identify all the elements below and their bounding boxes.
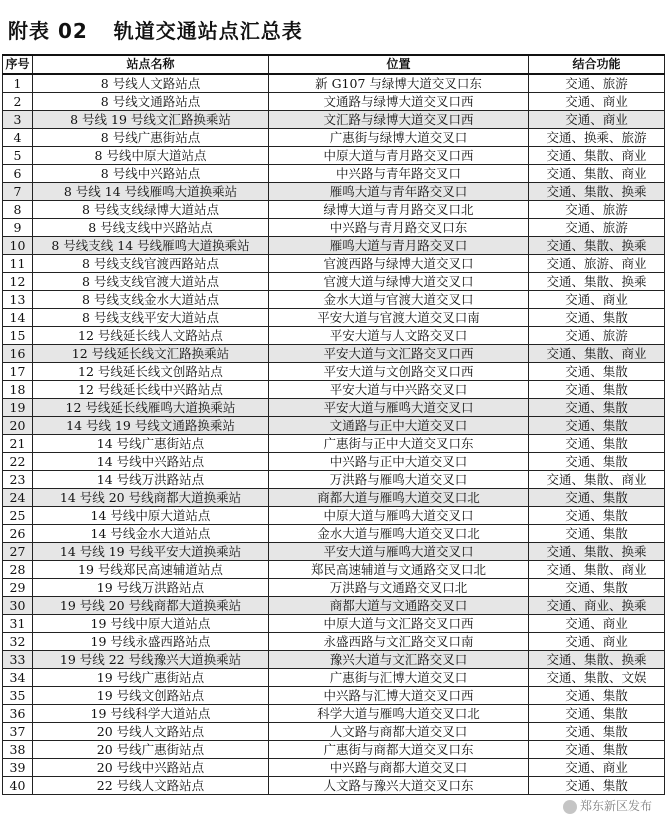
table-row	[3, 417, 665, 435]
cell-no: 28	[3, 561, 33, 579]
cell-function: 交通、集散、商业	[529, 561, 665, 579]
table-title: 轨道交通站点汇总表	[113, 19, 303, 43]
cell-no: 17	[3, 363, 33, 381]
cell-station-name: 19 号线郑民高速辅道站点	[33, 561, 269, 579]
cell-no: 30	[3, 597, 33, 615]
cell-no: 19	[3, 399, 33, 417]
table-row	[3, 633, 665, 651]
table-row	[3, 237, 665, 255]
cell-no: 29	[3, 579, 33, 597]
cell-no: 36	[3, 705, 33, 723]
cell-function: 交通、集散	[529, 363, 665, 381]
watermark	[563, 797, 652, 814]
table-row	[3, 741, 665, 759]
cell-no: 27	[3, 543, 33, 561]
cell-no: 33	[3, 651, 33, 669]
table-row	[3, 74, 665, 93]
cell-function: 交通、商业	[529, 291, 665, 309]
cell-station-name: 8 号线支线官渡大道站点	[33, 273, 269, 291]
cell-station-name: 19 号线中原大道站点	[33, 615, 269, 633]
table-row	[3, 129, 665, 147]
cell-location: 平安大道与人文路交叉口	[269, 327, 529, 345]
cell-no: 9	[3, 219, 33, 237]
cell-station-name: 8 号线支线官渡西路站点	[33, 255, 269, 273]
cell-no: 6	[3, 165, 33, 183]
cell-function: 交通、集散	[529, 741, 665, 759]
cell-no: 38	[3, 741, 33, 759]
cell-location: 雁鸣大道与青月路交叉口	[269, 237, 529, 255]
cell-no: 40	[3, 777, 33, 795]
cell-location: 中原大道与雁鸣大道交叉口	[269, 507, 529, 525]
cell-station-name: 19 号线广惠街站点	[33, 669, 269, 687]
cell-no: 15	[3, 327, 33, 345]
cell-location: 金水大道与官渡大道交叉口	[269, 291, 529, 309]
watermark-logo-icon	[563, 800, 577, 814]
cell-location: 人文路与豫兴大道交叉口东	[269, 777, 529, 795]
cell-no: 12	[3, 273, 33, 291]
cell-no: 18	[3, 381, 33, 399]
table-row	[3, 489, 665, 507]
cell-no: 26	[3, 525, 33, 543]
cell-location: 平安大道与中兴路交叉口	[269, 381, 529, 399]
cell-station-name: 12 号线延长线文创路站点	[33, 363, 269, 381]
table-row	[3, 255, 665, 273]
cell-function: 交通、商业	[529, 93, 665, 111]
cell-no: 35	[3, 687, 33, 705]
cell-station-name: 8 号线支线 14 号线雁鸣大道换乘站	[33, 237, 269, 255]
cell-station-name: 20 号线人文路站点	[33, 723, 269, 741]
cell-location: 广惠街与汇博大道交叉口	[269, 669, 529, 687]
cell-station-name: 8 号线支线中兴路站点	[33, 219, 269, 237]
table-row	[3, 327, 665, 345]
cell-station-name: 8 号线中原大道站点	[33, 147, 269, 165]
cell-no: 25	[3, 507, 33, 525]
table-row	[3, 543, 665, 561]
table-row	[3, 363, 665, 381]
cell-no: 2	[3, 93, 33, 111]
cell-no: 13	[3, 291, 33, 309]
column-header-no: 序号	[3, 55, 33, 74]
cell-station-name: 14 号线中兴路站点	[33, 453, 269, 471]
cell-no: 7	[3, 183, 33, 201]
cell-location: 文通路与绿博大道交叉口西	[269, 93, 529, 111]
cell-location: 平安大道与雁鸣大道交叉口	[269, 543, 529, 561]
cell-function: 交通、旅游	[529, 327, 665, 345]
table-row	[3, 705, 665, 723]
table-header-row	[3, 55, 665, 74]
cell-station-name: 12 号线延长线人文路站点	[33, 327, 269, 345]
cell-location: 中原大道与青月路交叉口西	[269, 147, 529, 165]
cell-location: 中兴路与青月路交叉口东	[269, 219, 529, 237]
cell-station-name: 14 号线万洪路站点	[33, 471, 269, 489]
table-row	[3, 525, 665, 543]
cell-function: 交通、商业	[529, 759, 665, 777]
cell-no: 4	[3, 129, 33, 147]
cell-station-name: 8 号线 19 号线文汇路换乘站	[33, 111, 269, 129]
cell-function: 交通、集散、商业	[529, 147, 665, 165]
document-title	[8, 14, 303, 48]
cell-location: 永盛西路与文汇路交叉口南	[269, 633, 529, 651]
cell-no: 39	[3, 759, 33, 777]
cell-function: 交通、集散	[529, 777, 665, 795]
cell-location: 中兴路与商都大道交叉口	[269, 759, 529, 777]
cell-location: 中兴路与汇博大道交叉口西	[269, 687, 529, 705]
cell-station-name: 19 号线永盛西路站点	[33, 633, 269, 651]
cell-function: 交通、集散、换乘	[529, 183, 665, 201]
cell-no: 37	[3, 723, 33, 741]
cell-location: 商都大道与文通路交叉口	[269, 597, 529, 615]
table-row	[3, 507, 665, 525]
watermark-text: 郑东新区发布	[579, 799, 652, 813]
cell-function: 交通、集散、换乘	[529, 651, 665, 669]
cell-station-name: 19 号线万洪路站点	[33, 579, 269, 597]
cell-location: 广惠街与绿博大道交叉口	[269, 129, 529, 147]
table-row	[3, 669, 665, 687]
cell-no: 21	[3, 435, 33, 453]
cell-no: 14	[3, 309, 33, 327]
cell-no: 10	[3, 237, 33, 255]
cell-function: 交通、集散	[529, 453, 665, 471]
cell-station-name: 8 号线支线绿博大道站点	[33, 201, 269, 219]
cell-location: 万洪路与雁鸣大道交叉口	[269, 471, 529, 489]
table-row	[3, 435, 665, 453]
cell-location: 人文路与商都大道交叉口	[269, 723, 529, 741]
cell-function: 交通、集散、商业	[529, 165, 665, 183]
cell-function: 交通、旅游、商业	[529, 255, 665, 273]
column-header-name: 站点名称	[33, 55, 269, 74]
cell-location: 郑民高速辅道与文通路交叉口北	[269, 561, 529, 579]
appendix-number: 附表 02	[8, 19, 88, 43]
cell-function: 交通、集散	[529, 309, 665, 327]
table-row	[3, 309, 665, 327]
cell-function: 交通、集散	[529, 723, 665, 741]
cell-function: 交通、集散	[529, 579, 665, 597]
table-row	[3, 183, 665, 201]
cell-location: 金水大道与雁鸣大道交叉口北	[269, 525, 529, 543]
table-row	[3, 111, 665, 129]
cell-location: 文通路与正中大道交叉口	[269, 417, 529, 435]
table-row	[3, 597, 665, 615]
table-row	[3, 381, 665, 399]
cell-no: 31	[3, 615, 33, 633]
cell-function: 交通、集散	[529, 687, 665, 705]
cell-function: 交通、旅游	[529, 219, 665, 237]
cell-function: 交通、旅游	[529, 201, 665, 219]
cell-station-name: 19 号线 20 号线商都大道换乘站	[33, 597, 269, 615]
table-row	[3, 147, 665, 165]
cell-function: 交通、集散、换乘	[529, 237, 665, 255]
table-row	[3, 615, 665, 633]
column-header-function: 结合功能	[529, 55, 665, 74]
cell-function: 交通、集散、商业	[529, 345, 665, 363]
table-row	[3, 219, 665, 237]
cell-no: 3	[3, 111, 33, 129]
cell-function: 交通、集散	[529, 381, 665, 399]
cell-no: 5	[3, 147, 33, 165]
cell-station-name: 14 号线 19 号线文通路换乘站	[33, 417, 269, 435]
cell-no: 16	[3, 345, 33, 363]
table-row	[3, 471, 665, 489]
cell-station-name: 14 号线广惠街站点	[33, 435, 269, 453]
cell-function: 交通、集散、换乘	[529, 273, 665, 291]
table-row	[3, 561, 665, 579]
cell-station-name: 8 号线支线金水大道站点	[33, 291, 269, 309]
cell-location: 科学大道与雁鸣大道交叉口北	[269, 705, 529, 723]
cell-station-name: 14 号线中原大道站点	[33, 507, 269, 525]
cell-no: 34	[3, 669, 33, 687]
cell-location: 商都大道与雁鸣大道交叉口北	[269, 489, 529, 507]
cell-location: 万洪路与文通路交叉口北	[269, 579, 529, 597]
table-row	[3, 759, 665, 777]
cell-no: 1	[3, 74, 33, 93]
cell-station-name: 8 号线支线平安大道站点	[33, 309, 269, 327]
cell-location: 中兴路与正中大道交叉口	[269, 453, 529, 471]
cell-function: 交通、商业、换乘	[529, 597, 665, 615]
cell-function: 交通、商业	[529, 615, 665, 633]
table-row	[3, 399, 665, 417]
cell-station-name: 14 号线 19 号线平安大道换乘站	[33, 543, 269, 561]
cell-location: 中原大道与文汇路交叉口西	[269, 615, 529, 633]
cell-location: 平安大道与官渡大道交叉口南	[269, 309, 529, 327]
cell-station-name: 8 号线中兴路站点	[33, 165, 269, 183]
cell-location: 文汇路与绿博大道交叉口西	[269, 111, 529, 129]
column-header-location: 位置	[269, 55, 529, 74]
cell-station-name: 12 号线延长线中兴路站点	[33, 381, 269, 399]
table-row	[3, 201, 665, 219]
cell-station-name: 22 号线人文路站点	[33, 777, 269, 795]
cell-no: 8	[3, 201, 33, 219]
table-row	[3, 651, 665, 669]
cell-location: 雁鸣大道与青年路交叉口	[269, 183, 529, 201]
table-row	[3, 453, 665, 471]
cell-location: 平安大道与雁鸣大道交叉口	[269, 399, 529, 417]
cell-location: 中兴路与青年路交叉口	[269, 165, 529, 183]
cell-station-name: 19 号线 22 号线豫兴大道换乘站	[33, 651, 269, 669]
cell-no: 23	[3, 471, 33, 489]
cell-function: 交通、商业	[529, 633, 665, 651]
cell-no: 24	[3, 489, 33, 507]
cell-station-name: 20 号线中兴路站点	[33, 759, 269, 777]
cell-function: 交通、商业	[529, 111, 665, 129]
cell-location: 平安大道与文汇路交叉口西	[269, 345, 529, 363]
cell-function: 交通、集散、文娱	[529, 669, 665, 687]
cell-station-name: 20 号线广惠街站点	[33, 741, 269, 759]
cell-function: 交通、集散	[529, 489, 665, 507]
cell-no: 22	[3, 453, 33, 471]
table-body	[3, 74, 665, 795]
cell-station-name: 12 号线延长线雁鸣大道换乘站	[33, 399, 269, 417]
table-row	[3, 777, 665, 795]
cell-station-name: 14 号线金水大道站点	[33, 525, 269, 543]
cell-station-name: 19 号线科学大道站点	[33, 705, 269, 723]
cell-function: 交通、换乘、旅游	[529, 129, 665, 147]
cell-station-name: 8 号线人文路站点	[33, 74, 269, 93]
cell-location: 官渡大道与绿博大道交叉口	[269, 273, 529, 291]
table-row	[3, 723, 665, 741]
table-row	[3, 165, 665, 183]
cell-function: 交通、集散	[529, 705, 665, 723]
cell-function: 交通、集散	[529, 435, 665, 453]
cell-function: 交通、集散	[529, 417, 665, 435]
table-row	[3, 273, 665, 291]
cell-function: 交通、集散	[529, 525, 665, 543]
cell-station-name: 19 号线文创路站点	[33, 687, 269, 705]
table-row	[3, 687, 665, 705]
cell-function: 交通、集散、商业	[529, 471, 665, 489]
cell-location: 新 G107 与绿博大道交叉口东	[269, 74, 529, 93]
table-row	[3, 93, 665, 111]
cell-function: 交通、集散、换乘	[529, 543, 665, 561]
cell-station-name: 8 号线文通路站点	[33, 93, 269, 111]
station-summary-table	[2, 54, 665, 795]
table-row	[3, 579, 665, 597]
cell-location: 广惠街与正中大道交叉口东	[269, 435, 529, 453]
cell-station-name: 8 号线广惠街站点	[33, 129, 269, 147]
cell-no: 32	[3, 633, 33, 651]
cell-function: 交通、集散	[529, 507, 665, 525]
cell-location: 豫兴大道与文汇路交叉口	[269, 651, 529, 669]
cell-location: 平安大道与文创路交叉口西	[269, 363, 529, 381]
cell-function: 交通、集散	[529, 399, 665, 417]
cell-location: 绿博大道与青月路交叉口北	[269, 201, 529, 219]
cell-function: 交通、旅游	[529, 74, 665, 93]
table-row	[3, 345, 665, 363]
cell-location: 官渡西路与绿博大道交叉口	[269, 255, 529, 273]
cell-station-name: 12 号线延长线文汇路换乘站	[33, 345, 269, 363]
cell-location: 广惠街与商都大道交叉口东	[269, 741, 529, 759]
cell-no: 20	[3, 417, 33, 435]
cell-station-name: 8 号线 14 号线雁鸣大道换乘站	[33, 183, 269, 201]
table-row	[3, 291, 665, 309]
cell-station-name: 14 号线 20 号线商都大道换乘站	[33, 489, 269, 507]
cell-no: 11	[3, 255, 33, 273]
